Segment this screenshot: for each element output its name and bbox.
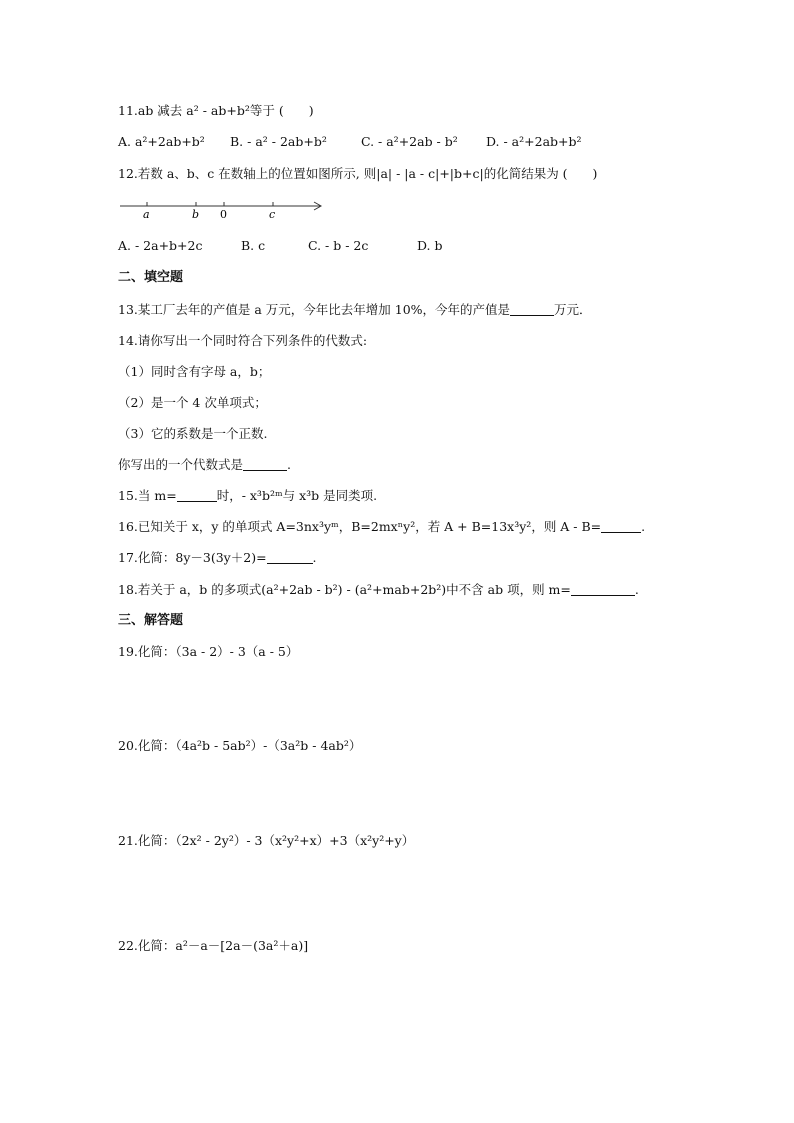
question-14-condition-2: （2）是一个 4 次单项式； (118, 395, 267, 410)
question-20: 20.化简：（4a²b - 5ab²）-（3a²b - 4ab²） (118, 738, 362, 753)
question-13-suffix: 万元． (554, 302, 592, 317)
option-c: C. - b - 2c (307, 238, 369, 253)
question-11-stem: 11.ab 减去 a² - ab+b²等于 ( ) (118, 103, 314, 118)
answer-blank[interactable] (267, 551, 313, 564)
question-17-suffix: . (312, 550, 317, 565)
option-b: B. - a² - 2ab+b² (229, 134, 327, 149)
question-14-condition-1: （1）同时含有字母 a，b； (118, 364, 271, 379)
question-16-suffix: . (641, 519, 646, 534)
question-18-suffix: . (634, 582, 639, 597)
label-b: b (192, 208, 200, 221)
question-13 (118, 302, 592, 318)
question-16-text: 16.已知关于 x，y 的单项式 A=3nx³yᵐ，B=2mxⁿy²，若 A + B=13x³y²，则 A - B= (118, 519, 602, 534)
option-d: D. - a²+2ab+b² (485, 134, 582, 149)
question-15 (118, 488, 377, 504)
question-18-text: 18.若关于 a，b 的多项式(a²+2ab - b²) - (a²+mab+2b²)中不含 ab 项，则 m= (118, 582, 571, 597)
question-12-stem: 12.若数 a、b、c 在数轴上的位置如图所示, 则|a| - |a - c|+|b+c|的化简结果为 ( ) (118, 166, 598, 181)
option-a: A. - 2a+b+2c (118, 238, 203, 253)
question-11-options (118, 134, 582, 150)
question-13-text: 13.某工厂去年的产值是 a 万元，今年比去年增加 10%，今年的产值是 (118, 302, 511, 317)
label-zero: 0 (220, 208, 227, 221)
number-line-figure (118, 196, 328, 222)
question-12-options (118, 238, 442, 254)
option-b: B. c (240, 238, 266, 253)
label-c: c (269, 208, 276, 221)
section-heading-solve: 三、解答题 (118, 613, 184, 628)
question-15-text: 15.当 m= (118, 488, 177, 503)
question-17 (118, 550, 317, 566)
question-19: 19.化简：（3a - 2）- 3（a - 5） (118, 644, 299, 659)
question-16 (118, 519, 645, 535)
question-14-suffix: . (287, 457, 291, 472)
answer-blank[interactable] (571, 583, 635, 596)
option-a: A. a²+2ab+b² (118, 134, 205, 149)
answer-blank[interactable] (510, 303, 554, 316)
section-heading-fill-blank: 二、填空题 (118, 270, 184, 285)
question-21: 21.化简：（2x² - 2y²）- 3（x²y²+x）+3（x²y²+y） (118, 833, 415, 848)
answer-blank[interactable] (177, 489, 217, 502)
answer-blank[interactable] (243, 458, 287, 471)
question-14-condition-3: （3）它的系数是一个正数. (118, 426, 268, 441)
option-c: C. - a²+2ab - b² (360, 134, 458, 149)
question-17-text: 17.化简：8y－3(3y＋2)= (118, 550, 267, 565)
question-14-answer-text: 你写出的一个代数式是 (118, 457, 244, 472)
question-14-stem: 14.请你写出一个同时符合下列条件的代数式: (118, 333, 368, 348)
label-a: a (143, 208, 150, 221)
answer-blank[interactable] (601, 520, 641, 533)
question-15-suffix: 时，- x³b²ᵐ与 x³b 是同类项. (216, 488, 378, 503)
option-d: D. b (416, 238, 443, 253)
question-22: 22.化简：a²－a－[2a－(3a²＋a)] (118, 938, 309, 953)
question-18 (118, 582, 639, 598)
question-14-answer-line (118, 457, 291, 473)
